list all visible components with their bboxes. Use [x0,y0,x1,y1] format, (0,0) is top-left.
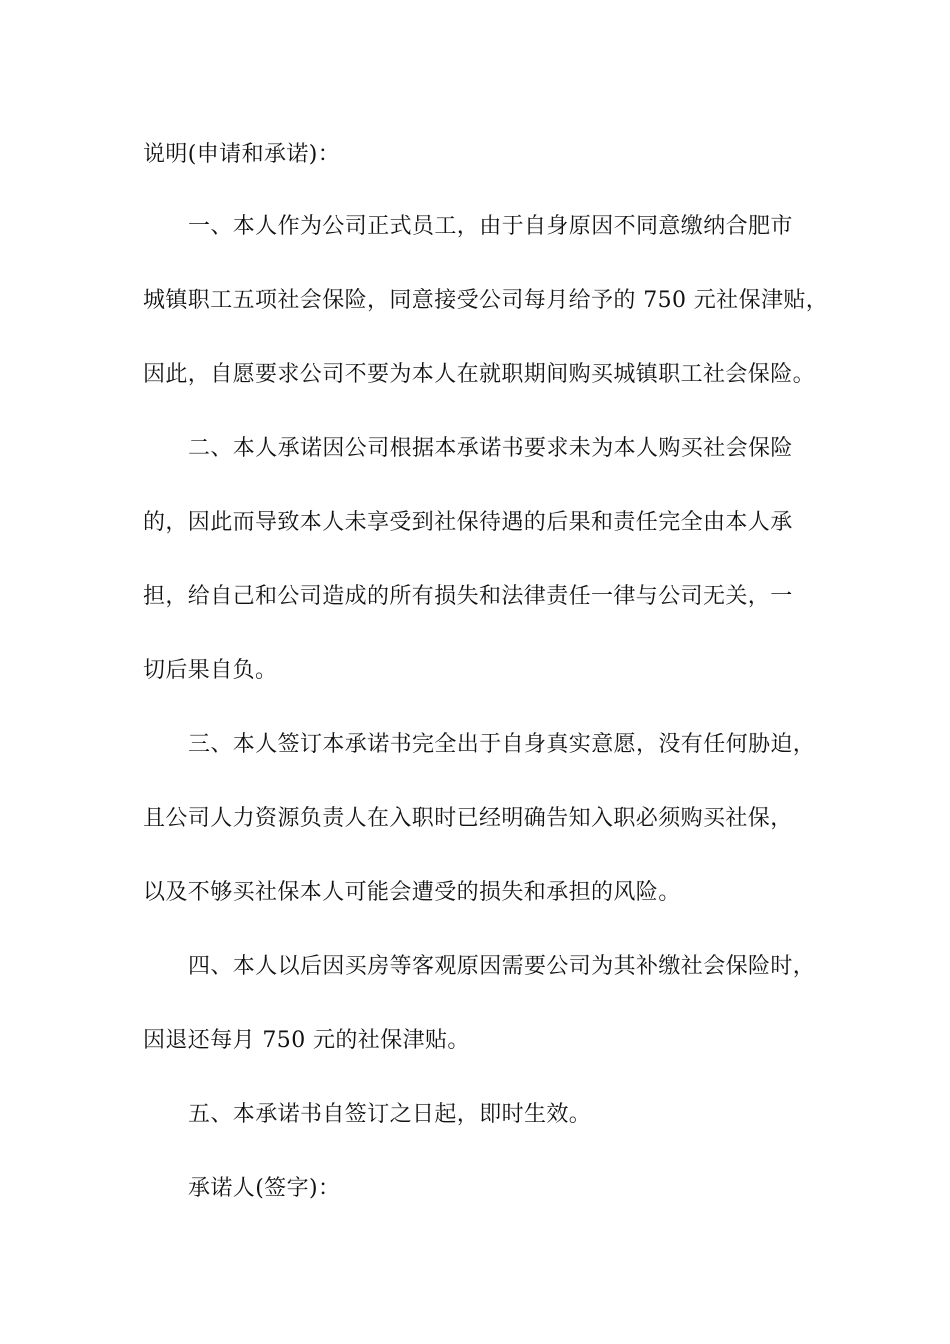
paragraph-4-line-1: 四、本人以后因买房等客观原因需要公司为其补缴社会保险时， [188,954,816,979]
signature-label: 承诺人(签字)： [188,1176,341,1201]
paragraph-2-line-1: 二、本人承诺因公司根据本承诺书要求未为本人购买社会保险 [188,436,793,461]
intro-heading: 说明(申请和承诺)： [143,142,341,167]
paragraph-4-line-2: 因退还每月 750 元的社保津贴。 [143,1028,470,1053]
paragraph-1-line-3: 因此，自愿要求公司不要为本人在就职期间购买城镇职工社会保险。 [143,362,816,387]
paragraph-2-line-4: 切后果自负。 [143,658,278,683]
paragraph-1-line-2: 城镇职工五项社会保险，同意接受公司每月给予的 750 元社保津贴， [143,288,829,313]
paragraph-2-line-3: 担，给自己和公司造成的所有损失和法律责任一律与公司无关，一 [143,584,793,609]
paragraph-5: 五、本承诺书自签订之日起，即时生效。 [188,1102,592,1127]
paragraph-2-line-2: 的，因此而导致本人未享受到社保待遇的后果和责任完全由本人承 [143,510,793,535]
paragraph-3-line-3: 以及不够买社保本人可能会遭受的损失和承担的风险。 [143,880,681,905]
paragraph-3-line-2: 且公司人力资源负责人在入职时已经明确告知入职必须购买社保， [143,806,793,831]
paragraph-3-line-1: 三、本人签订本承诺书完全出于自身真实意愿，没有任何胁迫， [188,732,816,757]
paragraph-1-line-1: 一、本人作为公司正式员工，由于自身原因不同意缴纳合肥市 [188,214,793,239]
